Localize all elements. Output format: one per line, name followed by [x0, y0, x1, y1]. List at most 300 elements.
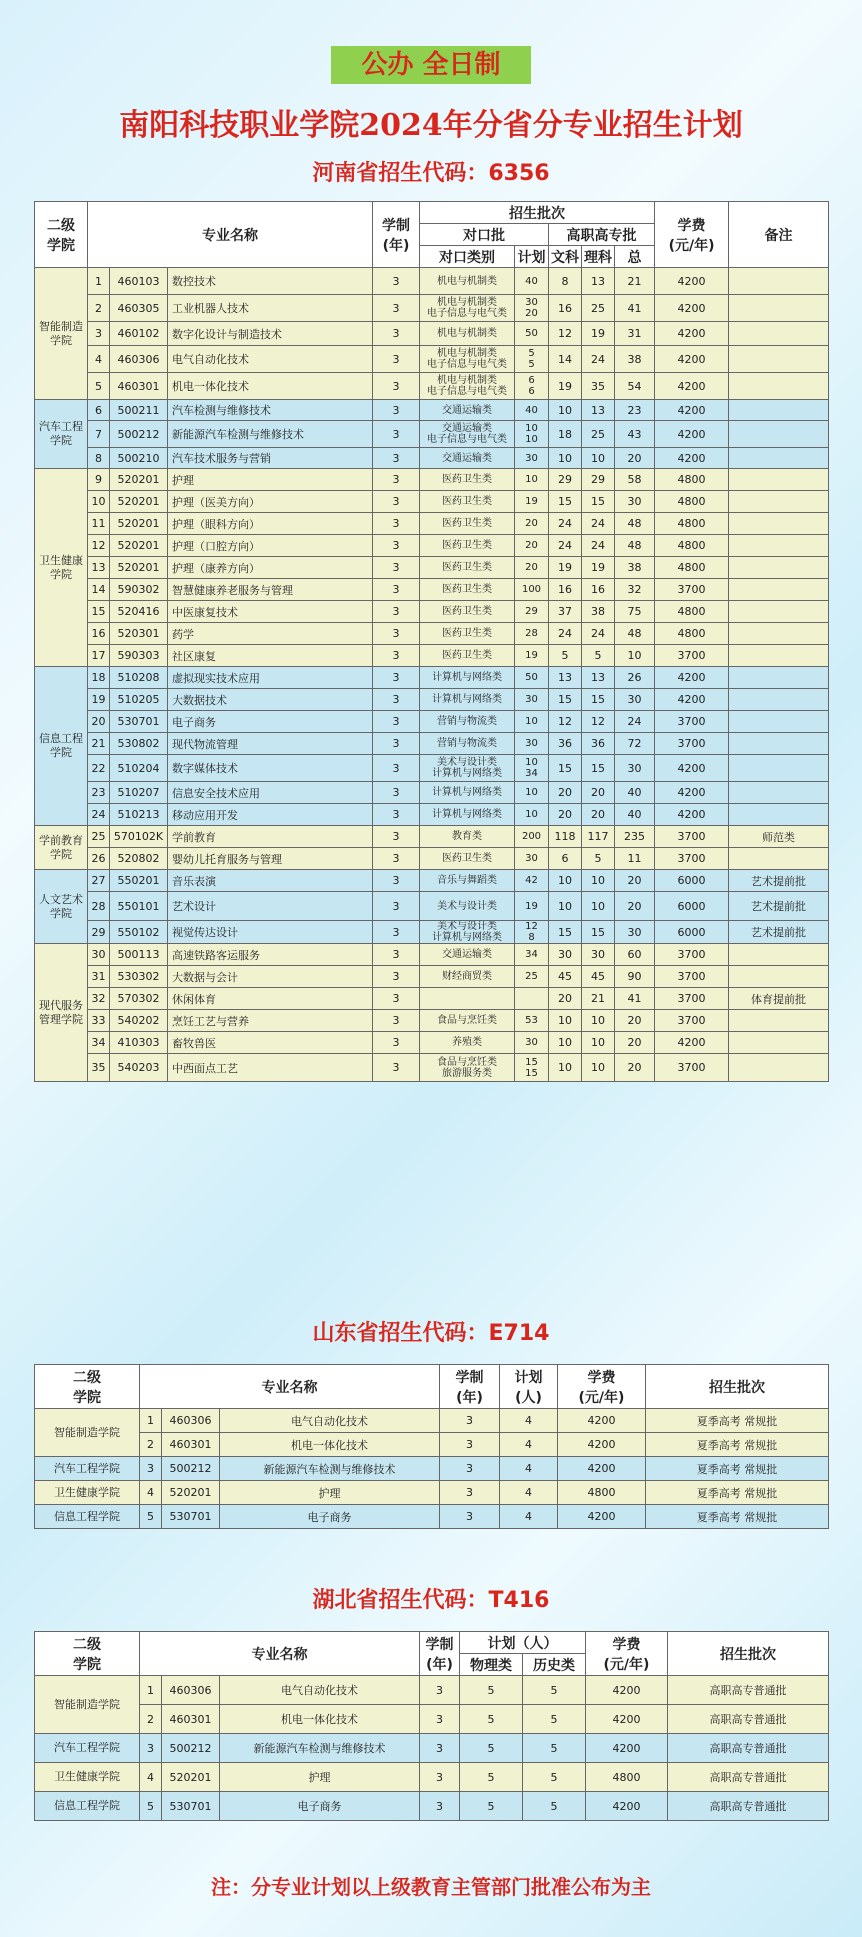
row-number	[140, 1433, 162, 1457]
major-code-text: 550102	[117, 925, 160, 939]
major-name	[168, 966, 373, 988]
row-number-text: 19	[91, 693, 106, 706]
dept-cell	[35, 1457, 140, 1481]
table-row	[35, 921, 829, 944]
fee-cell-text: 4200	[587, 1462, 616, 1475]
major-code-text: 460301	[169, 1438, 212, 1451]
li-cell	[582, 921, 615, 944]
duration-cell-text: 3	[436, 1799, 443, 1813]
row-number	[88, 892, 110, 921]
wen-cell	[549, 689, 582, 711]
total-cell	[615, 755, 655, 782]
batch-cell	[646, 1481, 829, 1505]
remark-cell-text: 师范类	[762, 830, 796, 844]
plan-cell-text: 6 6	[528, 375, 535, 397]
major-code-text: 510204	[117, 761, 160, 775]
plan-cell-text: 30 20	[525, 297, 538, 319]
remark-cell	[729, 667, 829, 689]
batch-cell-text: 高职高专普通批	[709, 1713, 787, 1726]
row-number-text: 17	[91, 649, 106, 662]
major-name-text: 数字化设计与制造技术	[172, 327, 282, 341]
duration-cell	[373, 469, 420, 491]
plan-cell	[515, 295, 549, 322]
total-cell	[615, 579, 655, 601]
table-row	[35, 268, 829, 295]
remark-cell-text: 艺术提前批	[751, 926, 807, 939]
li-cell	[582, 1032, 615, 1054]
major-name	[168, 513, 373, 535]
table-row	[35, 295, 829, 322]
major-name	[168, 1010, 373, 1032]
fee-cell-text: 4800	[677, 473, 706, 486]
plan-cell	[515, 966, 549, 988]
total-cell-text: 54	[627, 379, 642, 393]
duikou-type-cell-text: 医药卫生类	[442, 562, 492, 573]
remark-cell	[729, 491, 829, 513]
duikou-type-cell	[420, 268, 515, 295]
major-name-text: 畜牧兽医	[172, 1036, 216, 1050]
plan-cell	[515, 944, 549, 966]
fee-cell	[586, 1705, 668, 1734]
li-cell-text: 13	[591, 403, 605, 417]
fee-cell-text: 4800	[612, 1770, 641, 1784]
duikou-type-cell	[420, 944, 515, 966]
table-row	[35, 1481, 829, 1505]
duration-cell-text: 3	[392, 1014, 400, 1027]
history-cell-text: 5	[550, 1712, 558, 1726]
plan-cell	[515, 448, 549, 469]
major-name-text: 社区康复	[172, 649, 216, 663]
duikou-type-cell	[420, 623, 515, 645]
major-name-text: 中医康复技术	[172, 605, 238, 619]
fee-cell-text: 3700	[677, 1061, 706, 1074]
total-cell-text: 20	[627, 899, 642, 913]
fee-cell	[655, 295, 729, 322]
total-cell-text: 90	[627, 970, 642, 983]
table-row	[35, 373, 829, 400]
duikou-type-cell	[420, 870, 515, 892]
fee-cell-text: 4200	[587, 1438, 616, 1451]
plan-cell	[500, 1505, 558, 1529]
row-number	[140, 1481, 162, 1505]
dept-cell	[35, 469, 88, 667]
total-cell	[615, 689, 655, 711]
major-name-text: 高速铁路客运服务	[172, 948, 260, 962]
plan-cell-text: 10	[525, 787, 538, 798]
row-number	[88, 400, 110, 421]
wen-cell	[549, 1054, 582, 1082]
batch-cell	[668, 1676, 829, 1705]
major-name-text: 大数据技术	[172, 693, 227, 707]
row-number-text: 22	[91, 761, 106, 775]
li-cell-text: 10	[591, 1061, 605, 1074]
header-dept: 二级 学院	[35, 202, 88, 268]
total-cell-text: 24	[627, 715, 642, 728]
row-number	[140, 1734, 162, 1763]
li-cell	[582, 667, 615, 689]
duration-cell	[373, 557, 420, 579]
row-number-text: 7	[95, 427, 102, 441]
duration-cell	[373, 623, 420, 645]
history-cell-text: 5	[550, 1683, 558, 1697]
total-cell	[615, 667, 655, 689]
remark-cell	[729, 469, 829, 491]
table-row	[35, 1010, 829, 1032]
li-cell-text: 5	[594, 852, 602, 865]
table-row	[35, 1054, 829, 1082]
remark-cell	[729, 988, 829, 1010]
batch-cell-text: 夏季高考 常规批	[696, 1438, 778, 1452]
major-name-text: 新能源汽车检测与维修技术	[263, 1462, 396, 1476]
duikou-type-cell-text: 美术与设计类 计算机与网络类	[432, 757, 502, 779]
dept-cell	[35, 1505, 140, 1529]
major-name-text: 汽车技术服务与营销	[172, 452, 271, 465]
fee-cell	[655, 966, 729, 988]
wen-cell-text: 118	[554, 830, 576, 843]
plan-cell	[515, 892, 549, 921]
header-total: 总	[615, 246, 655, 268]
wen-cell-text: 20	[558, 808, 572, 821]
table-row	[35, 1705, 829, 1734]
major-name-text: 护理（口腔方向）	[172, 539, 260, 553]
plan-cell	[500, 1433, 558, 1457]
major-name	[168, 870, 373, 892]
li-cell	[582, 295, 615, 322]
row-number-text: 4	[147, 1770, 154, 1784]
duration-cell	[373, 579, 420, 601]
duikou-type-cell-text: 食品与烹饪类	[437, 1015, 497, 1026]
total-cell	[615, 1010, 655, 1032]
major-name	[168, 579, 373, 601]
sd-header-major: 专业名称	[140, 1365, 440, 1409]
li-cell	[582, 322, 615, 346]
major-code-text: 460301	[169, 1712, 212, 1726]
major-code	[110, 988, 168, 1010]
remark-cell	[729, 1032, 829, 1054]
header-plan: 计划	[515, 246, 549, 268]
major-code-text: 510207	[117, 786, 160, 799]
major-code-text: 460301	[117, 379, 160, 393]
hubei-plan-table	[34, 1631, 829, 1821]
fee-cell	[655, 711, 729, 733]
plan-cell-text: 5 5	[528, 348, 535, 370]
dept-cell	[35, 1734, 140, 1763]
duikou-type-cell-text: 医药卫生类	[442, 496, 492, 507]
table-row	[35, 966, 829, 988]
physics-cell-text: 5	[487, 1741, 495, 1755]
total-cell-text: 26	[627, 671, 642, 684]
li-cell-text: 21	[591, 992, 605, 1005]
major-name-text: 婴幼儿托育服务与管理	[172, 852, 282, 866]
duikou-type-cell-text: 医药卫生类	[442, 540, 492, 551]
row-number-text: 2	[95, 301, 102, 315]
wen-cell-text: 15	[558, 495, 572, 508]
major-name	[168, 535, 373, 557]
plan-cell	[515, 1054, 549, 1082]
fee-cell	[655, 400, 729, 421]
duration-cell	[373, 966, 420, 988]
row-number	[88, 1054, 110, 1082]
wen-cell	[549, 1032, 582, 1054]
li-cell	[582, 826, 615, 848]
major-name	[168, 469, 373, 491]
total-cell-text: 20	[627, 1036, 642, 1049]
major-code-text: 460306	[169, 1414, 212, 1427]
li-cell	[582, 268, 615, 295]
fee-cell	[558, 1433, 646, 1457]
major-code	[110, 921, 168, 944]
wen-cell-text: 10	[558, 1036, 572, 1049]
wen-cell-text: 10	[558, 899, 572, 913]
plan-cell	[515, 322, 549, 346]
plan-cell-text: 4	[525, 1462, 532, 1475]
duikou-type-cell-text: 营销与物流类	[437, 716, 497, 727]
fee-cell-text: 4200	[612, 1741, 641, 1755]
plan-cell	[515, 268, 549, 295]
major-code-text: 510205	[117, 693, 160, 706]
table-row	[35, 1676, 829, 1705]
wen-cell	[549, 711, 582, 733]
plan-cell-text: 53	[525, 1015, 538, 1026]
wen-cell-text: 45	[558, 970, 572, 983]
plan-cell-text: 50	[525, 672, 538, 683]
major-name	[168, 400, 373, 421]
table-row	[35, 892, 829, 921]
table-row	[35, 667, 829, 689]
total-cell-text: 40	[627, 786, 642, 799]
li-cell	[582, 711, 615, 733]
fee-cell-text: 3700	[677, 830, 706, 843]
major-name-text: 护理（眼科方向）	[172, 517, 260, 531]
row-number-text: 5	[147, 1510, 154, 1523]
duration-cell	[373, 689, 420, 711]
major-code	[110, 400, 168, 421]
major-code-text: 500210	[117, 451, 160, 465]
table-row	[35, 346, 829, 373]
remark-cell	[729, 421, 829, 448]
duration-cell-text: 3	[392, 693, 400, 706]
row-number-text: 26	[91, 852, 106, 865]
li-cell-text: 15	[591, 495, 605, 508]
total-cell-text: 11	[627, 852, 642, 865]
wen-cell	[549, 373, 582, 400]
row-number-text: 25	[91, 830, 106, 843]
plan-cell-text: 29	[525, 606, 538, 617]
batch-cell-text: 夏季高考 常规批	[696, 1414, 778, 1428]
major-code	[110, 1032, 168, 1054]
major-code-text: 550201	[117, 874, 160, 887]
major-name	[168, 623, 373, 645]
li-cell	[582, 400, 615, 421]
batch-cell-text: 高职高专普通批	[709, 1800, 787, 1813]
dept-cell-text: 汽车工程学院	[54, 1741, 120, 1754]
batch-cell-text: 高职高专普通批	[709, 1771, 787, 1784]
duration-cell	[373, 448, 420, 469]
fee-cell	[586, 1734, 668, 1763]
fee-cell	[558, 1457, 646, 1481]
total-cell-text: 58	[627, 473, 642, 486]
duration-cell	[373, 804, 420, 826]
li-cell	[582, 579, 615, 601]
plan-cell-text: 10	[525, 474, 538, 485]
wen-cell	[549, 826, 582, 848]
remark-cell	[729, 400, 829, 421]
row-number-text: 20	[91, 715, 106, 728]
shandong-code-title: 山东省招生代码：E714	[312, 1321, 550, 1346]
fee-cell-text: 3700	[677, 715, 706, 728]
duikou-type-cell	[420, 579, 515, 601]
sd-header-fee: 学费 (元/年)	[558, 1365, 646, 1409]
duration-cell-text: 3	[466, 1486, 473, 1499]
dept-cell	[35, 826, 88, 870]
li-cell-text: 24	[591, 352, 605, 366]
plan-cell	[515, 848, 549, 870]
remark-cell-text: 艺术提前批	[751, 900, 807, 913]
duration-cell-text: 3	[392, 899, 400, 913]
total-cell-text: 21	[627, 274, 642, 288]
duration-cell	[373, 870, 420, 892]
fee-cell-text: 4200	[677, 403, 706, 417]
duikou-type-cell-text: 交通运输类	[442, 452, 492, 464]
wen-cell	[549, 346, 582, 373]
total-cell	[615, 1054, 655, 1082]
row-number	[88, 870, 110, 892]
wen-cell-text: 16	[558, 301, 572, 315]
plan-cell-text: 34	[525, 949, 538, 960]
total-cell-text: 75	[627, 605, 642, 618]
duration-cell-text: 3	[392, 830, 400, 843]
dept-cell-text: 汽车工程学院	[39, 420, 83, 447]
table-row	[35, 755, 829, 782]
remark-cell	[729, 295, 829, 322]
major-code-text: 410303	[117, 1036, 160, 1049]
table-row	[35, 1457, 829, 1481]
duikou-type-cell-text: 计算机与网络类	[432, 809, 502, 820]
plan-cell-text: 30	[525, 452, 538, 464]
major-name-text: 中西面点工艺	[172, 1061, 238, 1075]
total-cell-text: 48	[627, 517, 642, 530]
major-name	[168, 733, 373, 755]
wen-cell	[549, 645, 582, 667]
fee-cell-text: 4200	[612, 1683, 641, 1697]
row-number	[88, 513, 110, 535]
duikou-type-cell-text: 交通运输类	[442, 404, 492, 416]
fee-cell	[655, 513, 729, 535]
fee-cell	[558, 1505, 646, 1529]
fee-cell	[655, 448, 729, 469]
li-cell-text: 36	[591, 737, 605, 750]
li-cell	[582, 373, 615, 400]
plan-cell	[515, 826, 549, 848]
row-number-text: 13	[91, 561, 106, 574]
major-code	[162, 1734, 220, 1763]
table-row	[35, 826, 829, 848]
duration-cell-text: 3	[392, 992, 400, 1005]
total-cell	[615, 711, 655, 733]
li-cell-text: 10	[591, 1036, 605, 1049]
duration-cell	[440, 1481, 500, 1505]
plan-cell-text: 10 34	[525, 757, 538, 779]
duikou-type-cell	[420, 1010, 515, 1032]
duikou-type-cell	[420, 733, 515, 755]
page-title: 南阳科技职业学院2024年分省分专业招生计划	[119, 108, 743, 143]
dept-cell	[35, 1763, 140, 1792]
total-cell-text: 60	[627, 948, 642, 961]
major-name	[168, 295, 373, 322]
major-code-text: 460103	[117, 274, 160, 288]
wen-cell-text: 29	[558, 473, 572, 486]
major-name-text: 电气自动化技术	[172, 353, 249, 366]
wen-cell-text: 37	[558, 605, 572, 618]
major-code-text: 500212	[169, 1462, 212, 1475]
plan-cell	[515, 346, 549, 373]
fee-cell	[558, 1409, 646, 1433]
duration-cell	[373, 667, 420, 689]
duikou-type-cell	[420, 1032, 515, 1054]
header-wen: 文科	[549, 246, 582, 268]
major-code	[110, 892, 168, 921]
remark-cell	[729, 848, 829, 870]
total-cell	[615, 400, 655, 421]
plan-cell	[515, 557, 549, 579]
history-cell	[523, 1763, 586, 1792]
wen-cell	[549, 491, 582, 513]
duikou-type-cell	[420, 448, 515, 469]
row-number-text: 10	[91, 495, 106, 508]
fee-cell	[586, 1763, 668, 1792]
row-number-text: 8	[95, 451, 102, 465]
total-cell-text: 41	[627, 301, 642, 315]
fee-cell	[655, 535, 729, 557]
duikou-type-cell	[420, 667, 515, 689]
wen-cell	[549, 921, 582, 944]
physics-cell	[460, 1763, 523, 1792]
physics-cell	[460, 1792, 523, 1821]
duration-cell-text: 3	[392, 852, 400, 865]
sd-header-plan: 计划 (人)	[500, 1365, 558, 1409]
major-code-text: 510213	[117, 808, 160, 821]
row-number-text: 9	[95, 473, 102, 486]
wen-cell-text: 8	[561, 274, 569, 288]
batch-cell-text: 高职高专普通批	[709, 1684, 787, 1697]
total-cell-text: 235	[624, 830, 646, 843]
li-cell-text: 10	[591, 874, 605, 887]
row-number	[140, 1705, 162, 1734]
duration-cell	[420, 1792, 460, 1821]
fee-cell-text: 4200	[677, 693, 706, 706]
row-number-text: 28	[91, 899, 106, 913]
table-row	[35, 1409, 829, 1433]
school-type-badge: 公办 全日制	[331, 46, 531, 84]
li-cell	[582, 733, 615, 755]
major-name	[168, 848, 373, 870]
dept-cell	[35, 1792, 140, 1821]
hb-header-fee: 学费 (元/年)	[586, 1632, 668, 1676]
duikou-type-cell-text: 机电与机制类	[437, 275, 497, 287]
major-name-text: 数控技术	[172, 275, 216, 288]
total-cell	[615, 870, 655, 892]
duration-cell-text: 3	[392, 451, 400, 465]
duration-cell-text: 3	[392, 301, 400, 315]
fee-cell	[655, 557, 729, 579]
duikou-type-cell-text: 音乐与舞蹈类	[437, 875, 497, 886]
duration-cell	[420, 1763, 460, 1792]
remark-cell	[729, 782, 829, 804]
major-name-text: 机电一体化技术	[291, 1438, 368, 1452]
wen-cell-text: 20	[558, 786, 572, 799]
li-cell	[582, 623, 615, 645]
major-code-text: 530302	[117, 970, 160, 983]
